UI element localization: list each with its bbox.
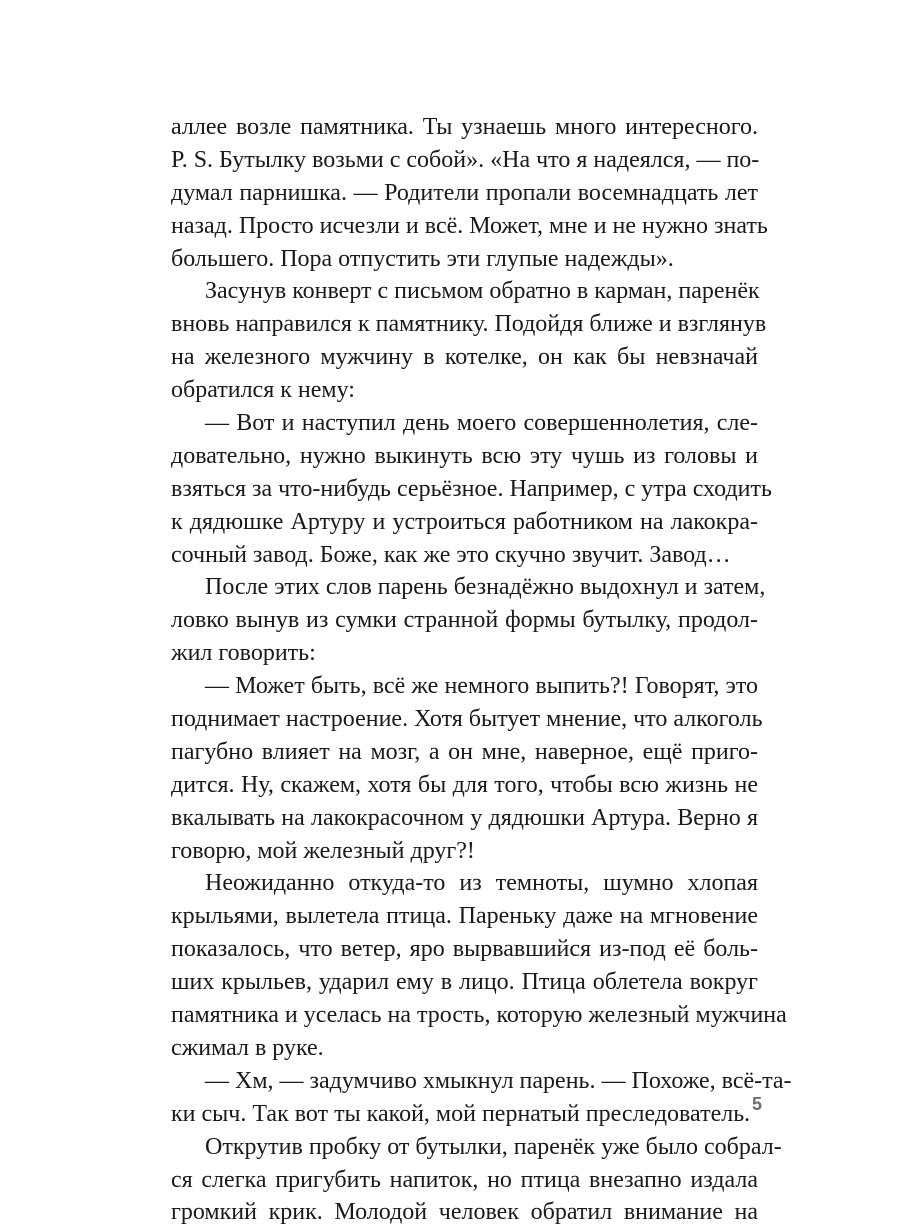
text-line: Засунув конверт с письмом обратно в карман, паренёк xyxy=(205,278,760,305)
text-line: ки сыч. Так вот ты какой, мой пернатый преследователь. xyxy=(171,1100,751,1127)
text-line: памятника и уселась на трость, которую железный мужчина xyxy=(171,1002,787,1029)
text-line: назад. Просто исчезли и всё. Может, мне и не нужно знать xyxy=(171,212,768,239)
text-line: После этих слов парень безнадёжно выдохнул и затем, xyxy=(205,574,766,601)
text-line: Неожиданно откуда-то из темноты, шумно хлопая xyxy=(205,870,758,897)
page-number: 5 xyxy=(751,1094,762,1114)
text-line: — Хм, — задумчиво хмыкнул парень. — Похоже, всё-та- xyxy=(205,1067,792,1094)
text-line: на железного мужчину в котелке, он как бы невзначай xyxy=(171,344,758,371)
text-line: обратился к нему: xyxy=(171,377,355,404)
text-line: вкалывать на лакокрасочном у дядюшки Артура. Верно я xyxy=(171,804,758,831)
text-line: сжимал в руке. xyxy=(171,1034,324,1061)
text-line: говорю, мой железный друг?! xyxy=(171,837,475,864)
text-line: большего. Пора отпустить эти глупые надежды». xyxy=(171,245,674,272)
text-line: P. S. Бутылку возьми с собой». «На что я надеялся, — по- xyxy=(171,146,760,173)
text-line: ся слегка пригубить напиток, но птица внезапно издала xyxy=(171,1166,758,1193)
text-line: к дядюшке Артуру и устроиться работником на лакокра- xyxy=(171,508,758,535)
text-line: крыльями, вылетела птица. Пареньку даже на мгновение xyxy=(171,903,758,930)
text-line: — Может быть, всё же немного выпить?! Говорят, это xyxy=(205,673,758,700)
text-line: взяться за что-нибудь серьёзное. Например, с утра сходить xyxy=(171,475,772,502)
text-line: вновь направился к памятнику. Подойдя ближе и взглянув xyxy=(171,311,767,338)
text-line: — Вот и наступил день моего совершеннолетия, сле- xyxy=(205,410,758,437)
text-line: аллее возле памятника. Ты узнаешь много интересного. xyxy=(171,114,758,140)
text-line: сочный завод. Боже, как же это скучно звучит. Завод… xyxy=(171,541,731,568)
text-line: ших крыльев, ударил ему в лицо. Птица облетела вокруг xyxy=(171,969,758,996)
text-line: громкий крик. Молодой человек обратил внимание на xyxy=(171,1199,758,1226)
text-line: Открутив пробку от бутылки, паренёк уже было собрал- xyxy=(205,1133,782,1160)
text-line: думал парнишка. — Родители пропали восемнадцать лет xyxy=(171,179,758,206)
text-line: поднимает настроение. Хотя бытует мнение, что алкоголь xyxy=(171,706,763,733)
body-text xyxy=(171,111,792,1229)
text-line: ловко вынув из сумки странной формы бутылку, продол- xyxy=(171,607,758,634)
text-line: дится. Ну, скажем, хотя бы для того, чтобы всю жизнь не xyxy=(171,771,758,798)
text-line: пагубно влияет на мозг, а он мне, наверное, ещё приго- xyxy=(171,738,758,765)
text-line: жил говорить: xyxy=(171,640,316,667)
text-line: показалось, что ветер, яро вырвавшийся из-под её боль- xyxy=(171,936,758,963)
text-line: довательно, нужно выкинуть всю эту чушь из головы и xyxy=(171,442,758,469)
